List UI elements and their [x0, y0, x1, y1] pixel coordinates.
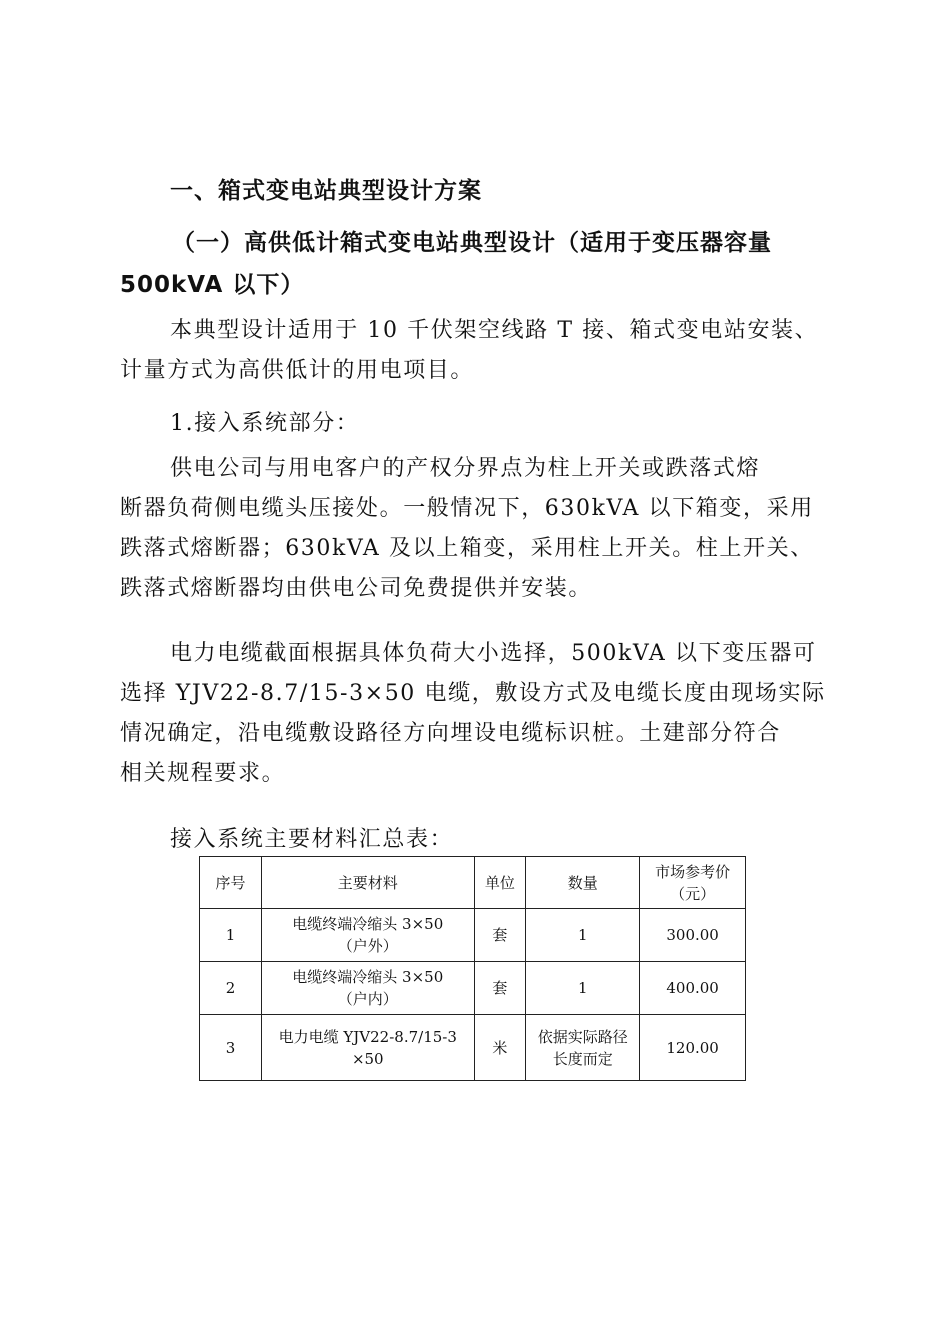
cell-name-line-2: （户外） — [337, 937, 398, 955]
table-caption-text: 接入系统主要材料汇总表： — [170, 827, 454, 852]
cell-name-line-1: 电缆终端冷缩头 3×50 — [292, 968, 444, 986]
cell-qty-line-1: 依据实际路径 — [537, 1027, 628, 1046]
section-1-title — [120, 404, 832, 444]
cell-no: 2 — [200, 962, 262, 1015]
cell-price: 400.00 — [640, 962, 746, 1015]
cell-no: 1 — [200, 909, 262, 962]
table-caption — [120, 820, 832, 860]
cell-name — [262, 1015, 475, 1081]
cell-qty-line-1: 1 — [578, 926, 588, 944]
cell-name-line-1: 电力电缆 YJV22-8.7/15-3 — [278, 1027, 457, 1046]
cell-unit: 米 — [474, 1015, 526, 1081]
subsection-heading-line-1: （一）高供低计箱式变电站典型设计（适用于变压器容量 — [172, 230, 772, 256]
cell-qty — [526, 962, 640, 1015]
header-no: 序号 — [200, 857, 262, 909]
intro-line-2: 计量方式为高供低计的用电项目。 — [120, 358, 475, 383]
boundary-line-4: 跌落式熔断器均由供电公司免费提供并安装。 — [120, 576, 593, 601]
header-qty: 数量 — [526, 857, 640, 909]
cell-price: 300.00 — [640, 909, 746, 962]
cell-name — [262, 909, 475, 962]
boundary-line-2: 断器负荷侧电缆头压接处。一般情况下，630kVA 以下箱变，采用 — [120, 496, 814, 521]
cable-paragraph — [120, 634, 832, 794]
cell-qty-line-2: 长度而定 — [552, 1049, 613, 1068]
table-row — [200, 909, 746, 962]
table-header-row — [200, 857, 746, 909]
header-price — [640, 857, 746, 909]
cable-line-3: 情况确定，沿电缆敷设路径方向埋设电缆标识桩。土建部分符合 — [120, 721, 781, 746]
subsection-heading — [120, 222, 832, 306]
cell-price: 120.00 — [640, 1015, 746, 1081]
header-unit: 单位 — [474, 857, 526, 909]
table-row — [200, 1015, 746, 1081]
cell-name — [262, 962, 475, 1015]
cell-qty — [526, 1015, 640, 1081]
boundary-line-3: 跌落式熔断器；630kVA 及以上箱变，采用柱上开关。柱上开关、 — [120, 536, 814, 561]
cell-no: 3 — [200, 1015, 262, 1081]
materials-table — [199, 856, 746, 1081]
cell-name-line-2: （户内） — [337, 990, 398, 1008]
table-row — [200, 962, 746, 1015]
cable-line-2: 选择 YJV22-8.7/15-3×50 电缆，敷设方式及电缆长度由现场实际 — [120, 681, 826, 706]
cell-name-line-1: 电缆终端冷缩头 3×50 — [292, 915, 444, 933]
cell-qty-line-1: 1 — [578, 979, 588, 997]
cable-line-4: 相关规程要求。 — [120, 761, 286, 786]
cell-unit: 套 — [474, 909, 526, 962]
intro-paragraph — [120, 311, 832, 391]
boundary-paragraph — [120, 449, 832, 609]
section-heading: 一、箱式变电站典型设计方案 — [170, 178, 482, 204]
header-price-line-1: 市场参考价 — [655, 862, 731, 881]
boundary-line-1: 供电公司与用电客户的产权分界点为柱上开关或跌落式熔 — [170, 456, 761, 481]
cable-line-1: 电力电缆截面根据具体负荷大小选择，500kVA 以下变压器可 — [170, 641, 817, 666]
cell-unit: 套 — [474, 962, 526, 1015]
cell-qty — [526, 909, 640, 962]
header-name: 主要材料 — [262, 857, 475, 909]
section-1-title-text: 1.接入系统部分： — [170, 411, 360, 436]
header-price-line-2: （元） — [670, 884, 716, 903]
subsection-heading-line-2: 500kVA 以下） — [120, 272, 305, 298]
cell-name-line-2: ×50 — [351, 1049, 384, 1068]
intro-line-1: 本典型设计适用于 10 千伏架空线路 T 接、箱式变电站安装、 — [170, 318, 819, 343]
